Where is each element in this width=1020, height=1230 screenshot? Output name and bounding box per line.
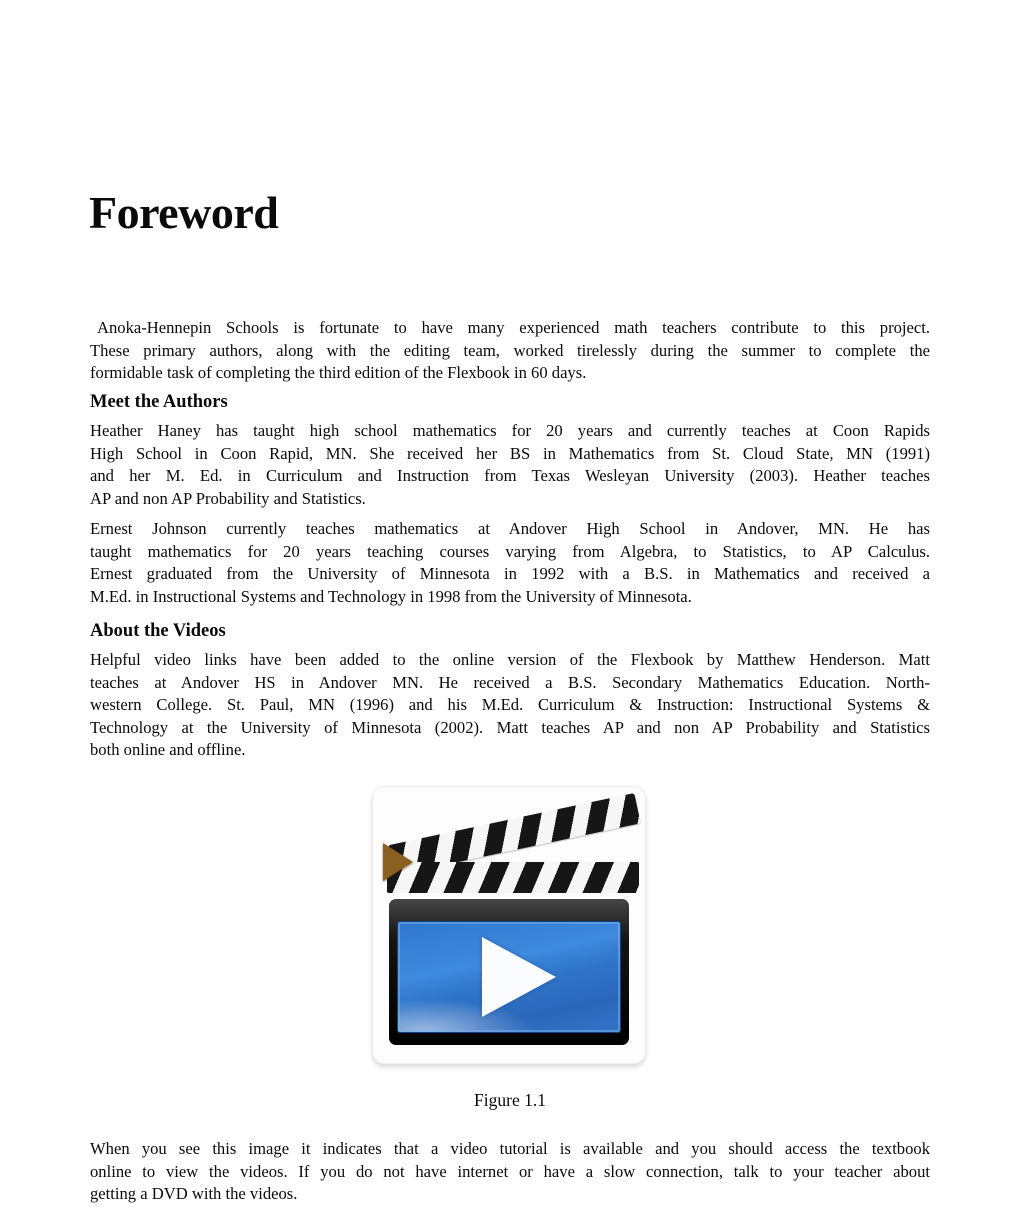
video-clapperboard-play-icon [372, 786, 646, 1064]
closing-paragraph [90, 1138, 930, 1206]
text-line: These primary authors, along with the editing team, worked tirelessly during the summer to complete the [90, 340, 930, 360]
video-screen [397, 921, 621, 1033]
text-line: both online and offline. [90, 740, 246, 759]
text-line: High School in Coon Rapid, MN. She received her BS in Mathematics from St. Cloud State, MN (1991) [90, 443, 930, 463]
text-line: M.Ed. in Instructional Systems and Technology in 1998 from the University of Minnesota. [90, 586, 692, 606]
clapper-bottom-bar [387, 862, 639, 893]
text-line: When you see this image it indicates that a video tutorial is available and you should access the textbook [90, 1139, 930, 1158]
heading-about-the-videos: About the Videos [90, 621, 226, 641]
text-line: Anoka-Hennepin Schools is fortunate to have many experienced math teachers contribute to this project. [97, 318, 930, 337]
text-line: getting a DVD with the videos. [90, 1184, 298, 1203]
text-line: Ernest graduated from the University of Minnesota in 1992 with a B.S. in Mathematics and received a [90, 564, 930, 583]
text-line: formidable task of completing the third edition of the Flexbook in 60 days. [90, 363, 587, 382]
text-line: teaches at Andover HS in Andover MN. He received a B.S. Secondary Mathematics Education. North- [90, 672, 930, 692]
text-line: western College. St. Paul, MN (1996) and his M.Ed. Curriculum & Instruction: Instructional Systems & [90, 695, 930, 714]
text-line: AP and non AP Probability and Statistics. [90, 488, 366, 508]
figure-caption: Figure 1.1 [474, 1090, 546, 1110]
text-line: Heather Haney has taught high school mathematics for 20 years and currently teaches at Coon Rapids [90, 421, 930, 440]
heading-meet-the-authors: Meet the Authors [90, 392, 228, 412]
text-line: Technology at the University of Minnesota (2002). Matt teaches AP and non AP Probability and Statistics [90, 717, 930, 737]
play-icon [482, 937, 556, 1017]
text-line: online to view the videos. If you do not have internet or have a slow connection, talk to your teacher about [90, 1161, 930, 1181]
page-title: Foreword [89, 187, 279, 238]
text-line: taught mathematics for 20 years teaching courses varying from Algebra, to Statistics, to AP Calculus. [90, 541, 930, 561]
video-frame [389, 899, 629, 1045]
text-line: Ernest Johnson currently teaches mathematics at Andover High School in Andover, MN. He has [90, 519, 930, 538]
clapper-hinge-icon [383, 843, 413, 881]
text-line: and her M. Ed. in Curriculum and Instruction from Texas Wesleyan University (2003). Heather teaches [90, 466, 930, 485]
text-line: Helpful video links have been added to the online version of the Flexbook by Matthew Henderson. Matt [90, 650, 930, 669]
